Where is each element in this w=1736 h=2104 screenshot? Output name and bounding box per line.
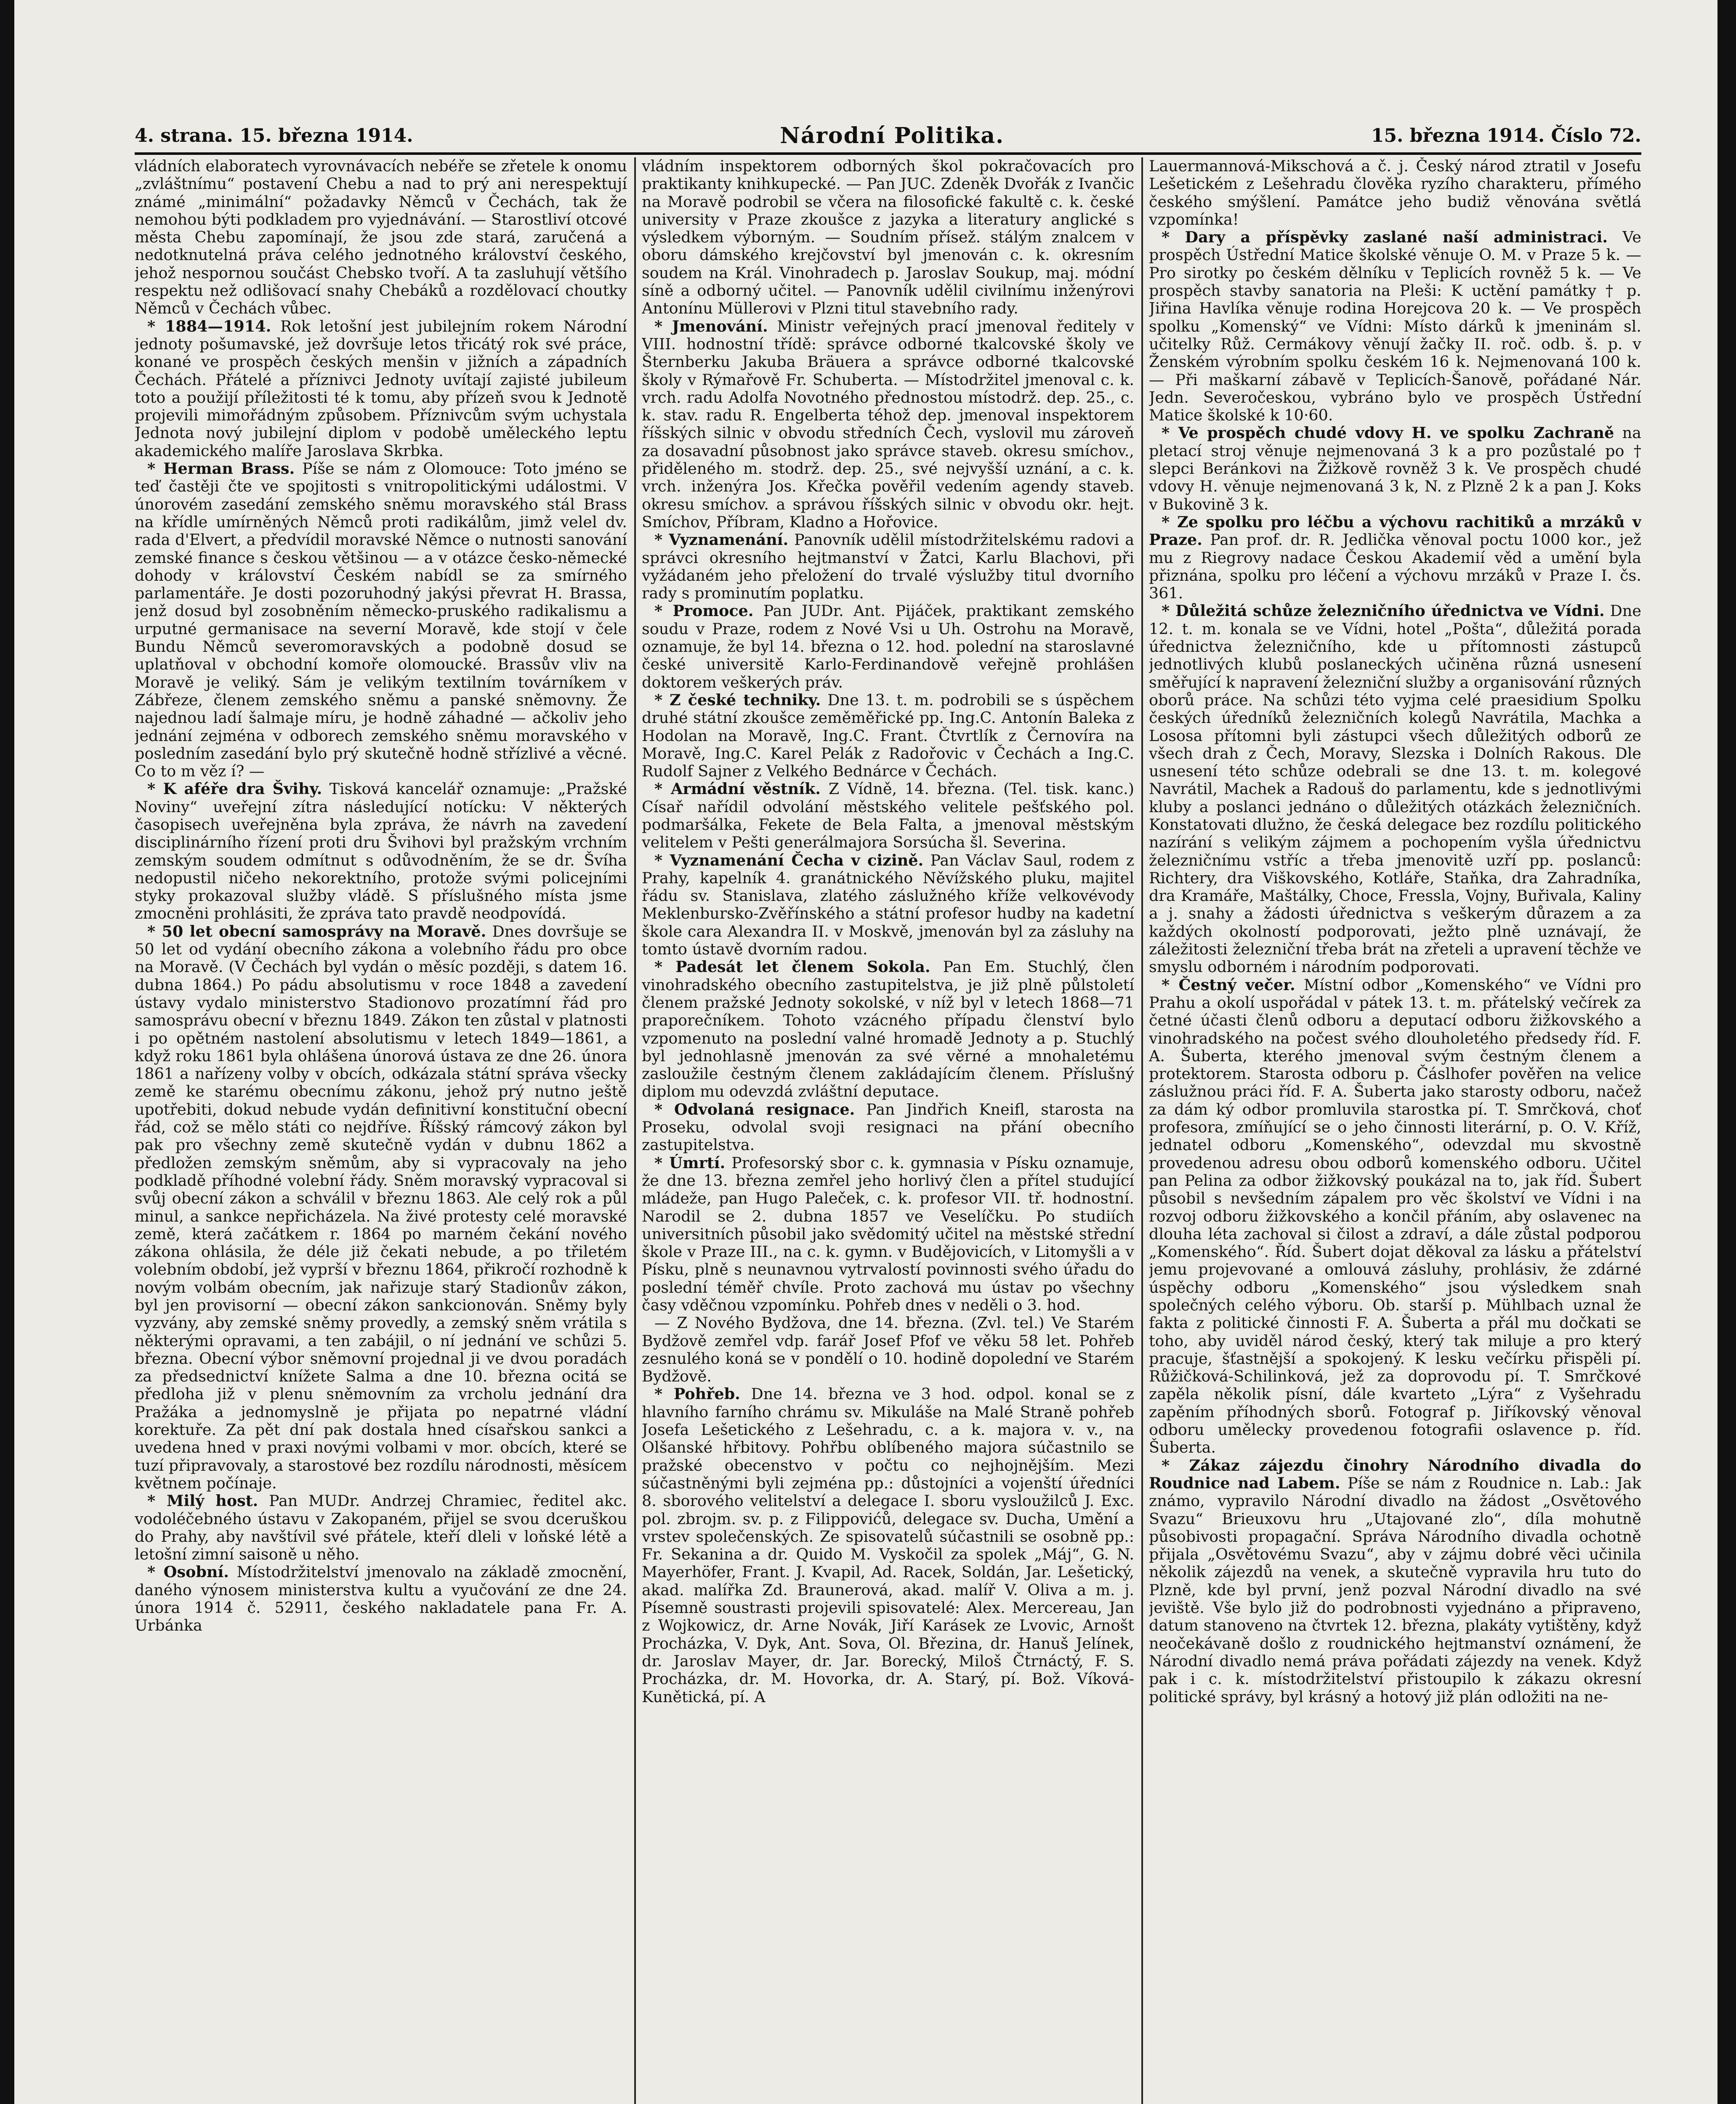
text-column-1 (135, 157, 627, 2104)
news-item-text: Píše se nám z Roudnice n. Lab.: Jak známo, vypravilo Národní divadlo na žádost „Osvětového Svazu“ Brieuxovu hru „Utajované zlo“, díla mohutně působivosti propagační. Správa Národního divadla ochotně přijala „Osvětovému Svazu“, aby v zájmu dobré věci učinila několik zájezdů na venek, a skutečně vypravila hru tuto do Plzně, kde byl první, jenž pozval Národní divadlo na své jeviště. Vše bylo již do podrobnosti vyjednáno a připraveno, datum stanoveno na čtvrtek 12. března, plakáty vytištěny, když neočekávaně došlo z roudnického hejtmanství oznámení, že Národní divadlo nemá práva pořádati zájezdy na venek. Když pak i c. k. místodržitelství přistoupilo k zákazu okresní politické správy, byl krásný a hotový již plán odložiti na ne- (1149, 1474, 1641, 1706)
news-item-heading: * Vyznamenání. (654, 531, 789, 549)
news-item-text: Pan Jindřich Kneifl, starosta na Proseku, odvolal svoji resignaci na přání obecního zastupitelstva. (642, 1100, 1134, 1154)
news-item (135, 923, 627, 1493)
news-item-text: Ve prospěch Ústřední Matice školské věnuje O. M. v Praze 5 k. — Pro sirotky po českém dělníku v Teplicích rovněž 5 k. — Ve prospěch stavby sanatoria na Pleši: K uctění památky † p. Jiřina Havlíka věnuje rodina Horejcova 20 k. — Ve prospěch spolku „Komenský“ ve Vídni: Místo dárků k jmeninám sl. učitelky Růž. Cermákovy věnují žačky II. roč. odb. š. p. v Ženském výrobním spolku českém 16 k. Nejmenovaná 100 k. — Při maškarní zábavě v Teplicích-Šanově, pořádané Nár. Jedn. Severočeskou, vybráno bylo ve prospěch Ústřední Matice školské k 10·60. (1149, 228, 1641, 425)
news-item-text: na pletací stroj věnuje nejmenovaná 3 k a pro pozůstalé po † slepci Beránkovi na Žižkově rovněž 3 k. Ve prospěch chudé vdovy H. věnuje nejmenovaná 3 k, N. z Plzně 2 k a pan J. Koks v Bukovině 3 k. (1149, 424, 1641, 513)
news-item-heading: * Dary a příspěvky zaslané naší administraci. (1162, 228, 1608, 247)
news-item-heading: * Promoce. (654, 602, 754, 620)
news-item-text: Dnes dovršuje se 50 let od vydání obecního zákona a volebního řádu pro obce na Moravě. (V Čechách byl vydán o měsíc později, s datem 16. dubna 1864.) Po pádu absolutismu v roce 1848 a zavedení ústavy vydalo ministerstvo Stadionovo prozatímní řád pro samosprávu obecní v březnu 1849. Zákon ten zůstal v platnosti i po opětném nastolení absolutismu v letech 1849—1861, a když roku 1861 byla ohlášena únorová ústava ze dne 26. února 1861 a nařízeny volby v obcích, odkázala státní správa všecky země ke starému obecnímu zákonu, jehož prý nutno ještě upotřebiti, dokud nebude vydán definitivní konstituční obecní řád, což se mělo státi co nejdříve. Říšský rámcový zákon byl pak pro všechny země skutečně vydán v dubnu 1862 a předložen zemským sněmům, aby si vypracovaly na jeho podkladě příhodné volební řády. Sněm moravský vypracoval si svůj obecní zákon a schválil v březnu 1863. Ale celý rok a půl minul, a sankce nepřicházela. Na živé protesty celé moravské země, která začátkem r. 1864 po marném čekání nového zákona ohlásila, že déle již čekati nebude, a po třiletém volebním období, jež vyprší v březnu 1864, přikročí rozhodně k novým volbám obecním, jak nařizuje starý Stadionův zákon, byl jen provisorní — obecní zákon sankcionován. Sněmy byly vyzvány, aby zemské sněmy provedly, a zemský sněm vrátila s některými opravami, a ten zabájil, o ní jednání ve schůzi 5. března. Obecní výbor sněmovní projednal ji ve dvou poradách za předsednictví knížete Salma a dne 10. března ocitá se předloha již v plenu sněmovním za vrcholu jednání dra Pražáka a jednomyslně je přijata po nepatrné vládní korektuře. Za pět dní pak dostala hned císařskou sankci a uvedena hned v praxi novými volbami v mor. obcích, které se tuzí připravovaly, a starostové bez rozdílu národnosti, měsícem květnem počínaje. (135, 922, 627, 1492)
header-page-date: 4. strana. 15. března 1914. (135, 125, 413, 146)
news-item (642, 852, 1134, 959)
text-column-3 (1149, 157, 1641, 2104)
news-item (1149, 424, 1641, 513)
news-item-text: Pan JUDr. Ant. Pijáček, praktikant zemského soudu v Praze, rodem z Nové Vsi u Uh. Ostrohu na Moravě, oznamuje, že byl 14. března o 12. hod. polední na staroslavné české universitě Karlo-Ferdinandově veřejně prohlášen doktorem veškerých práv. (642, 602, 1134, 691)
newspaper-title: Národní Politika. (780, 122, 1005, 149)
news-item (1149, 602, 1641, 976)
news-item-heading: * Zákaz zájezdu činohry Národního divadla do Roudnice nad Labem. (1149, 1456, 1641, 1492)
news-item-heading: * Ze spolku pro léčbu a výchovu rachitiků a mrzáků v Praze. (1149, 513, 1641, 549)
news-item-text: Z Vídně, 14. března. (Tel. tisk. kanc.) Císař nařídil odvolání městského velitele pešťského pol. podmaršálka, Fekete de Bela Falta, a jmenoval městským velitelem v Pešti generálmajora Sorsúcha šl. Severina. (642, 780, 1134, 852)
news-item-text: Místodržitelství jmenovalo na základě zmocnění, daného výnosem ministerstva kultu a vyučování ze dne 24. února 1914 č. 52911, českého nakladatele pana Fr. A. Urbánka (135, 1563, 627, 1635)
news-item-heading: * Ve prospěch chudé vdovy H. ve spolku Zachraně (1162, 424, 1614, 442)
news-item-text: vládních elaboratech vyrovnávacích nebéře se zřetele k onomu „zvláštnímu“ postavení Chebu a nad to prý ani nerespektují známé „minimální“ požadavky Němců v Čechách, tak že nemohou býti podkladem pro vyjednávání. — Starostliví otcové města Chebu zapomínají, že jsou zde stará, zaručená a nedotknutelná práva celého jednotného království českého, jehož nespornou součást Chebsko tvoří. A ta zasluhují většího respektu než odlišovací snahy Chebáků a rozdělovací choutky Němců v Čechách vůbec. (135, 157, 627, 318)
news-item (135, 460, 627, 780)
news-item-heading: * Čestný večer. (1162, 975, 1295, 994)
news-item-heading: * Úmrtí. (654, 1153, 726, 1172)
news-item-heading: * Osobní. (147, 1563, 229, 1581)
news-item-heading: * Jmenování. (654, 317, 768, 335)
news-item-text: Pan Em. Stuchlý, člen vinohradského obecního zastupitelstva, je již plně půlstoletí členem pražské Jednoty sokolské, v níž byl v letech 1868—71 praporečníkem. Tohoto vzácného případu členství bylo vzpomenuto na poslední valné hromadě Jednoty a p. Stuchlý byl jednohlasně jmenován za své věrné a mnohaletému zasloužile čestným členem zakládajícím členem. Příslušný diplom mu odevzdá zvláštní deputace. (642, 958, 1134, 1101)
news-item (135, 318, 627, 460)
news-item-heading: * Padesát let členem Sokola. (654, 958, 930, 976)
news-item-text: Pan prof. dr. R. Jedlička věnoval poctu 1000 kor., jež mu z Riegrovy nadace Českou Akademií věd a umění byla přiznána, spolku pro léčení a výchovu mrzáků v Praze I. čs. 361. (1149, 531, 1641, 603)
news-item-heading: * Milý host. (147, 1492, 258, 1510)
news-item-text: Dne 12. t. m. konala se ve Vídni, hotel „Pošta“, důležitá porada úřednictva železničního, kde u přítomnosti zástupců jednotlivých klubů poslaneckých učiněna různá usnesení směřující k napravení železniční služby a organisování různých oborů práce. Na schůzi této vyjma celé praesidium Spolku českých úředníků železničních kolegů Navrátila, Machka a Lososa přítomni byli zástupci všech důležitých odborů ze všech drah z Čech, Moravy, Slezska i Dolních Rakous. Dle usnesení této schůze odebrali se dne 13. t. m. kolegové Navrátil, Machek a Radouš do parlamentu, kde s jednotlivými kluby a poslanci jednáno o důležitých otázkách železničních. Konstatovati dlužno, že česká delegace bez rozdílu politického nazírání s velikým zájmem a pochopením vyšla úřednictvu železničnímu vstříc a třeba jmenovitě uzří pp. poslanců: Richtery, dra Viškovského, Kotláře, Staňka, dra Zahradníka, dra Kramáře, Maštálky, Choce, Fressla, Vojny, Buřivala, Kaliny a j. snahy a žádosti úřednictva s veškerým důrazem a za každých okolností podporovati, ježto plně uznávají, že záležitosti železniční třeba brát na zřeteli a upravení těchže ve smyslu odborném i národním podporovati. (1149, 602, 1641, 976)
news-item-text: Profesorský sbor c. k. gymnasia v Písku oznamuje, že dne 13. března zemřel jeho horlivý člen a přítel studující mládeže, pan Hugo Paleček, c. k. profesor VII. tř. hodnostní. Narodil se 2. dubna 1857 ve Veselíčku. Po studiích universitních působil jako svědomitý učitel na městské střední škole v Praze III., na c. k. gymn. v Budějovicích, v Litomyšli a v Písku, plně s neunavnou vytrvalostí povinnosti svého úřadu do poslední téměř chvíle. Proto zachová mu ústav po všechny časy vděčnou vzpomínku. Pohřeb dnes v neděli o 3. hod. (642, 1153, 1134, 1314)
article-columns (135, 157, 1641, 2104)
news-item-text: Pan Václav Saul, rodem z Prahy, kapelník 4. granátnického Něvížského pluku, majitel řádu sv. Stanislava, zlatého záslužného kříže velkovévody Meklenbursko-Zvěřínského a státní profesor hudby na kadetní škole cara Alexandra II. v Moskvě, jmenován byl za zásluhy na tomto ústavě dvorním radou. (642, 851, 1134, 959)
header-date-issue: 15. března 1914. Číslo 72. (1371, 125, 1641, 146)
news-item-text: Tisková kancelář oznamuje: „Pražské Noviny“ uveřejní zítra následující notícku: V některých časopisech uveřejněna byla zpráva, že návrh na zavedení disciplinárního řízení proti dru Švihovi byl pražským vrchním zemským soudem odmítnut s odůvodněním, že se dr. Švíha nedopustil ničeho nekorektního, protože svými policejními styky prokazoval služby vládě. S příslušného místa jsme zmocněni prohlásiti, že zpráva tato pravdě neodpovídá. (135, 780, 627, 923)
news-item (135, 157, 627, 318)
news-item-heading: * 50 let obecní samosprávy na Moravě. (147, 922, 487, 940)
news-item (1149, 976, 1641, 1457)
news-item-text: Dne 14. března ve 3 hod. odpol. konal se z hlavního farního chrámu sv. Mikuláše na Malé Straně pohřeb Josefa Lešetického z Lešehradu, c. a k. majora v. v., na Olšanské hřbitovy. Pohřbu oblíbeného majora súčastnilo se pražské obecenstvo v počtu co nejhojnějším. Mezi súčastněnými byli zejména pp.: důstojníci a vojenští úředníci 8. sborového velitelství a delegace I. sboru vysloužilců J. Exc. pol. zbrojm. sv. p. z Filippovićů, delegace sv. Ducha, Umění a vrstev společenských. Ze spisovatelů súčastnili se osobně pp.: Fr. Sekanina a dr. Quido M. Vyskočil za spolek „Máj“, G. N. Mayerhöfer, Frant. J. Kvapil, Ad. Racek, Soldán, Jar. Lešetický, akad. malířka Zd. Braunerová, akad. malíř V. Oliva a m. j. Písemně soustrasti projevili spisovatelé: Alex. Mercereau, Jan z Wojkowicz, dr. Arne Novák, Jiří Karásek ze Lvovic, Arnošt Procházka, V. Dyk, Ant. Sova, Ol. Březina, dr. Hanuš Jelínek, dr. Jaroslav Mayer, dr. Jar. Borecký, Miloš Čtrnáctý, F. S. Procházka, dr. M. Hovorka, dr. A. Starý, pí. Bož. Víková-Kunětická, pí. A (642, 1385, 1134, 1706)
news-item-heading: * Vyznamenání Čecha v cizině. (654, 851, 924, 869)
news-item-heading: * Armádní věstník. (654, 780, 821, 798)
news-item-text: Dne 13. t. m. podrobili se s úspěchem druhé státní zkoušce zeměměřické pp. Ing.C. Antonín Baleka z Hodolan na Moravě, Ing.C. Frant. Čtvrtlík z Černovíra na Moravě, Ing.C. Karel Pelák z Radořovic v Čechách a Ing.C. Rudolf Sajner z Velkého Bednárce v Čechách. (642, 691, 1134, 781)
header-rule (135, 152, 1641, 155)
news-item (642, 1154, 1134, 1315)
news-item (642, 1314, 1134, 1385)
news-item (642, 780, 1134, 851)
news-item (1149, 513, 1641, 602)
news-item (642, 602, 1134, 691)
news-item (1149, 1457, 1641, 1706)
news-item-text: Píše se nám z Olomouce: Toto jméno se teď častěji čte ve spojitosti s vnitropolitickými událostmi. V únorovém zasedání zemského sněmu moravského stál Brass na křídle umírněných Němců proti radikálům, jimž velel dv. rada d'Elvert, a předvídil moravské Němce o nutnosti sanování zemské finance s českou většinou — a v otázce česko-německé dohody v království Českém nabídl se za smírného parlamentáře. Je dosti pozoruhodný jakýsi převrat H. Brassa, jenž dosud byl zosobněním německo-pruského radikalismu a urputné germanisace na severní Moravě, kde stojí v čele Bundu Němců severomoravských a podobně dosud se uplatňoval v obchodní komoře olomoucké. Brassův vliv na Moravě je veliký. Sám je velikým textilním továrníkem v Zábřeze, členem zemského sněmu a panské sněmovny. Že najednou ladí šalmaje míru, je hodně záhadné — ačkoliv jeho jednání zejména v odborech zemského sněmu moravského v posledním zasedání bylo prý skutečně hodně střízlivé a věcné. Co to m věz í? — (135, 460, 627, 781)
news-item-heading: * K aféře dra Švihy. (147, 780, 322, 798)
news-item-text: Ministr veřejných prací jmenoval ředitely v VIII. hodnostní třídě: správce odborné tkalcovské školy ve Šternberku Jakuba Bräuera a správce odborné tkalcovské školy v Rýmařově Fr. Schuberta. — Místodržitel jmenoval c. k. vrch. radu Adolfa Novotného přednostou místodrž. dep. 25., c. k. stav. radu R. Engelberta téhož dep. jmenoval inspektorem říšských silnic v obvodu středních Čech, vyslovil mu zároveň za dosavadní působnost jako správce staveb. okresu smíchov., přiděleného m. stodrž. dep. 25., své nejvyšší uznání, a c. k. vrch. inženýra Jos. Křečka pověřil vedením agendy staveb. okresu smíchov. a správou říšských silnic v obvodu okr. hejt. Smíchov, Příbram, Kladno a Hořovice. (642, 317, 1134, 531)
text-column-2 (642, 157, 1134, 2104)
news-item-text: vládním inspektorem odborných škol pokračovacích pro praktikanty knihkupecké. — Pan JUC. Zdeněk Dvořák z Ivančic na Moravě podrobil se včera na filosofické fakultě c. k. české university v Praze zkoušce z jazyka a literatury anglické s výsledkem výborným. — Soudním přísež. stálým znalcem v oboru dámského krejčovství byl jmenován c. k. okresním soudem na Král. Vinohradech p. Jaroslav Soukup, maj. módní síně a odborný učitel. — Panovník udělil civilnímu inženýrovi Antonínu Müllerovi v Plzni titul stavebního rady. (642, 157, 1134, 318)
news-item-heading: * Z české techniky. (654, 691, 821, 709)
news-item-text: Lauermannová-Mikschová a č. j. Český národ ztratil v Josefu Lešetickém z Lešehradu člověka ryzího charakteru, přímého českého smýšlení. Památce jeho budiž věnována světlá vzpomínka! (1149, 157, 1641, 228)
news-item (1149, 157, 1641, 228)
news-item-text: Pan MUDr. Andrzej Chramiec, ředitel akc. vodoléčebného ústavu v Zakopaném, přijel se svou dceruškou do Prahy, aby navštívil své přátele, kteří dleli v loňské létě a letošní zimní saisoně u něho. (135, 1492, 627, 1564)
news-item (135, 780, 627, 922)
news-item (642, 157, 1134, 318)
news-item-text: Rok letošní jest jubilejním rokem Národní jednoty pošumavské, jež dovršuje letos třicátý rok své práce, konané ve prospěch českých menšin v jižních a západních Čechách. Přátelé a příznivci Jednoty uvítají zajisté jubileum toto a použijí příležitosti té k tomu, aby přízeň svou k Jednotě projevili mimořádným způsobem. Příznivcům svým uchystala Jednota nový jubilejní diplom v podobě uměleckého leptu akademického malíře Jaroslava Skrbka. (135, 317, 627, 460)
news-item (135, 1563, 627, 1634)
news-item-text: Panovník udělil místodržitelskému radovi a správci okresního hejtmanství v Žatci, Karlu Blachovi, při vyžádaném jeho přeložení do trvalé výslužby titul dvorního rady s prominutím poplatku. (642, 531, 1134, 603)
news-item (642, 1385, 1134, 1706)
news-item-heading: * Důležitá schůze železničního úřednictva ve Vídni. (1162, 602, 1605, 620)
news-item (642, 958, 1134, 1100)
news-item-heading: * 1884—1914. (147, 317, 271, 335)
news-item-heading: * Pohřeb. (654, 1385, 740, 1403)
news-item-text: Místní odbor „Komenského“ ve Vídni pro Prahu a okolí uspořádal v pátek 13. t. m. přátelský večírek za četné účasti členů odboru a deputací odboru žižkovského a vinohradského na počest svého dlouholetého předsedy říd. F. A. Šuberta, kterého jmenoval svým čestným členem a protektorem. Starosta odboru p. Čáslhofer pověřen na velice záslužnou práci říd. F. A. Šuberta jako starosty odboru, načež za dám ký odbor promluvila starostka pí. T. Smrčková, choť profesora, zmíňující se o jeho činnosti literární, p. O. V. Kříž, jednatel odboru „Komenského“, odevzdal mu skvostně provedenou adresu obou odborů komenského odboru. Učitel pan Pelina za odbor žižkovský poukázal na to, jak říd. Šubert působil s nevšedním zápalem pro věc školství ve Vídni i na rozvoj odboru žižkovského a končil přáním, aby oslavenec na dlouha léta zachoval si čilost a zdraví, a dále zůstal podporou „Komenského“. Říd. Šubert dojat děkoval za lásku a přátelství jemu projevované a omlouvá zásluhy, prohlásiv, že zdárné úspěchy odboru „Komenského“ jsou výsledkem snah společných celého výboru. Ob. starší p. Mühlbach uznal že fakta z politické činnosti F. A. Šuberta a přál mu dočkati se toho, aby uviděl národ český, který tak miluje a pro který pracuje, šťastnější a spokojený. K lesku večírku přispěli pí. Růžičková-Schilinková, jež za doprovodu pí. T. Smrčkové zapěla několik písní, dále kvarteto „Lýra“ z Vyšehradu zapěním příhodných sborů. Fotograf p. Jiříkovský věnoval odboru umělecky provedenou fotografii oslavence p. říd. Šuberta. (1149, 975, 1641, 1457)
news-item (642, 1101, 1134, 1154)
news-item (1149, 228, 1641, 424)
news-item (642, 691, 1134, 780)
page-header (135, 119, 1641, 152)
news-item-text: — Z Nového Bydžova, dne 14. března. (Zvl. tel.) Ve Starém Bydžově zemřel vdp. farář Josef Pfof ve věku 58 let. Pohřeb zesnulého koná se v pondělí o 10. hodině dopolední ve Starém Bydžově. (642, 1314, 1134, 1386)
news-item (135, 1492, 627, 1563)
news-item-heading: * Odvolaná resignace. (654, 1100, 855, 1118)
news-item (642, 531, 1134, 602)
news-item-heading: * Herman Brass. (147, 460, 295, 478)
news-item (642, 318, 1134, 531)
scan-border-left (0, 0, 14, 2104)
scan-border-right (1717, 0, 1736, 2104)
